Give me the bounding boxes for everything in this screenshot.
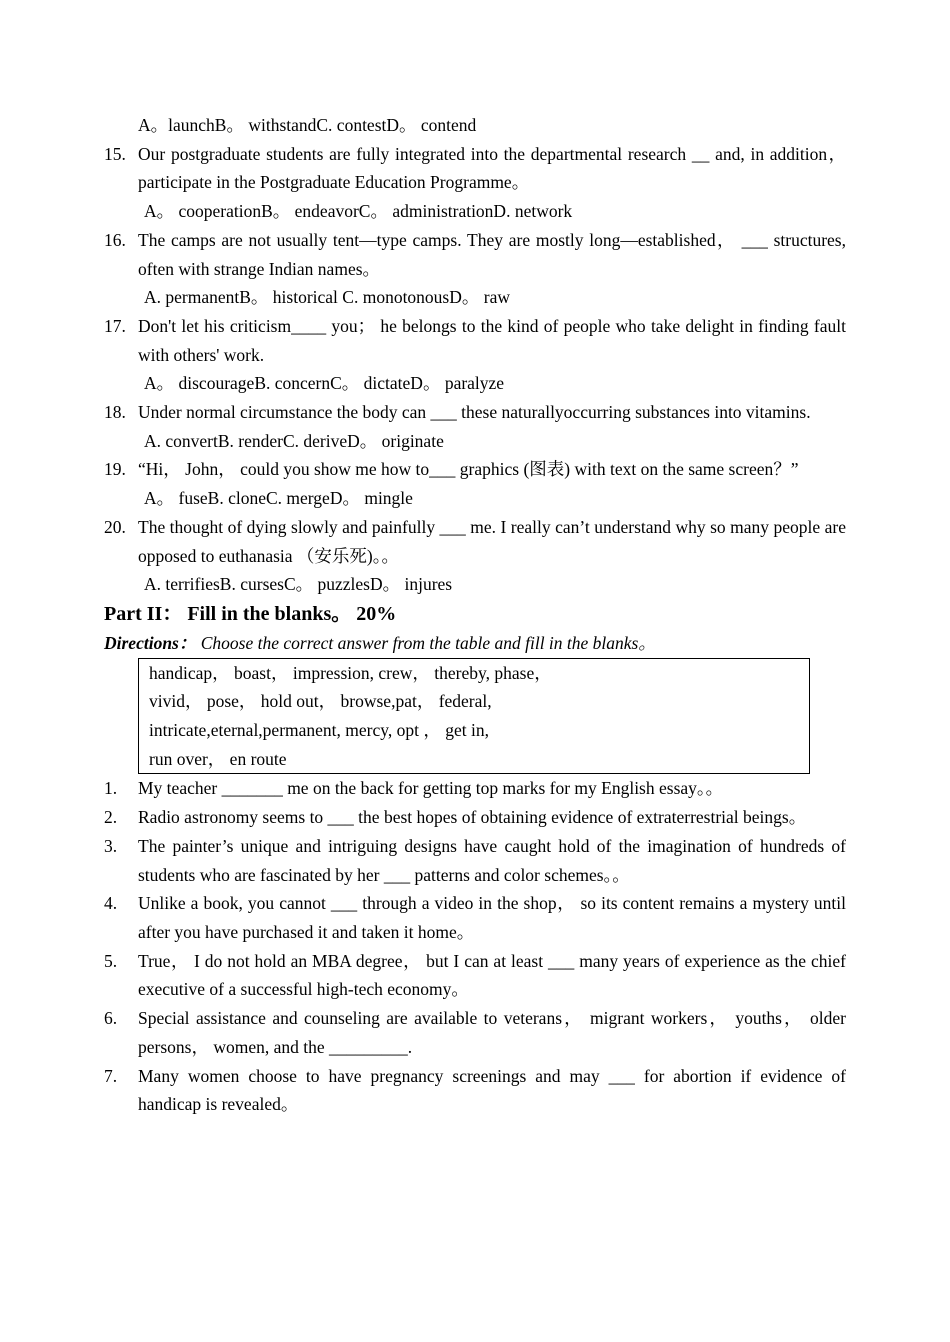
question-text: Our postgraduate students are fully integrated into the departmental research __ and, in addition， participate in the Postgraduate Education Programme。: [138, 143, 846, 193]
question-number: 2.: [104, 807, 118, 828]
directions-text: Choose the correct answer from the table and fill in the blanks。: [196, 632, 656, 653]
part-2-title: Part II： Fill in the blanks。 20%: [104, 602, 397, 625]
question-text: Many women choose to have pregnancy screenings and may ___ for abortion if evidence of handicap is revealed。: [138, 1065, 846, 1115]
question-number: 17.: [104, 315, 126, 336]
question-number: 5.: [104, 950, 118, 971]
question-text: “Hi， John， could you show me how to___ graphics (图表) with text on the same screen？”: [138, 459, 799, 480]
fill-question-4: [104, 889, 846, 946]
question-18-options: A. convertB. renderC. deriveD。 originate: [144, 430, 444, 451]
question-text: Under normal circumstance the body can ___ these naturallyoccurring substances into vitamins.: [138, 402, 811, 423]
question-number: 20.: [104, 516, 126, 537]
question-text: The camps are not usually tent—type camps. They are mostly long—established， ___ structures, often with strange Indian names。: [138, 229, 846, 279]
question-number: 15.: [104, 143, 126, 164]
question-number: 7.: [104, 1065, 118, 1086]
question-15-options: A。 cooperationB。 endeavorC。 administrationD. network: [144, 201, 573, 222]
question-text: True， I do not hold an MBA degree， but I can at least ___ many years of experience as the chief executive of a successful high-tech economy。: [138, 950, 846, 1000]
word-box-line: vivid， pose， hold out， browse,pat， federal,: [149, 691, 492, 712]
question-text: Radio astronomy seems to ___ the best hopes of obtaining evidence of extraterrestrial beings。: [138, 807, 807, 828]
question-15: [104, 140, 846, 197]
question-18: [104, 398, 846, 427]
fill-question-6: [104, 1004, 846, 1061]
question-16-options: A. permanentB。 historical C. monotonousD。 raw: [144, 287, 510, 308]
question-text: The painter’s unique and intriguing designs have caught hold of the imagination of hundreds of students who are fascinated by her ___ patterns and color schemes。。: [138, 835, 846, 885]
word-box-line: run over， en route: [149, 748, 287, 769]
question-19-options: A。 fuseB. cloneC. mergeD。 mingle: [144, 488, 413, 509]
fill-question-5: [104, 947, 846, 1004]
word-box-line: handicap， boast， impression, crew， thereby, phase，: [149, 662, 552, 683]
fill-question-1: [104, 774, 846, 803]
fill-question-2: [104, 803, 846, 832]
question-number: 1.: [104, 778, 118, 799]
question-20: [104, 513, 846, 570]
document-content: [104, 111, 846, 1119]
question-text: My teacher _______ me on the back for getting top marks for my English essay。。: [138, 778, 724, 799]
question-16: [104, 226, 846, 283]
question-number: 4.: [104, 893, 118, 914]
question-17: [104, 312, 846, 369]
fill-question-3: [104, 832, 846, 889]
question-number: 18.: [104, 402, 126, 423]
word-box-line: intricate,eternal,permanent, mercy, opt ， get in,: [149, 720, 489, 741]
question-number: 6.: [104, 1008, 118, 1029]
word-box: [138, 658, 810, 775]
q14-options: A。launchB。 withstandC. contestD。 contend: [138, 115, 477, 135]
question-text: The thought of dying slowly and painfully ___ me. I really can’t understand why so many people are opposed to euthanasia （安乐死)。。: [138, 516, 846, 566]
question-19: [104, 455, 846, 484]
question-number: 3.: [104, 835, 118, 856]
question-17-options: A。 discourageB. concernC。 dictateD。 paralyze: [144, 373, 505, 394]
question-text: Special assistance and counseling are available to veterans， migrant workers， youths， older persons， women, and the _________.: [138, 1008, 846, 1057]
fill-question-7: [104, 1062, 846, 1119]
question-number: 19.: [104, 459, 126, 480]
question-text: Unlike a book, you cannot ___ through a video in the shop， so its content remains a mystery until after you have purchased it and taken it home。: [138, 893, 846, 942]
question-20-options: A. terrifiesB. cursesC。 puzzlesD。 injures: [144, 574, 453, 595]
question-number: 16.: [104, 229, 126, 250]
directions: [104, 629, 846, 658]
directions-label: Directions：: [104, 632, 197, 653]
question-text: Don't let his criticism____ you； he belongs to the kind of people who take delight in finding fault with others' work.: [138, 315, 846, 365]
